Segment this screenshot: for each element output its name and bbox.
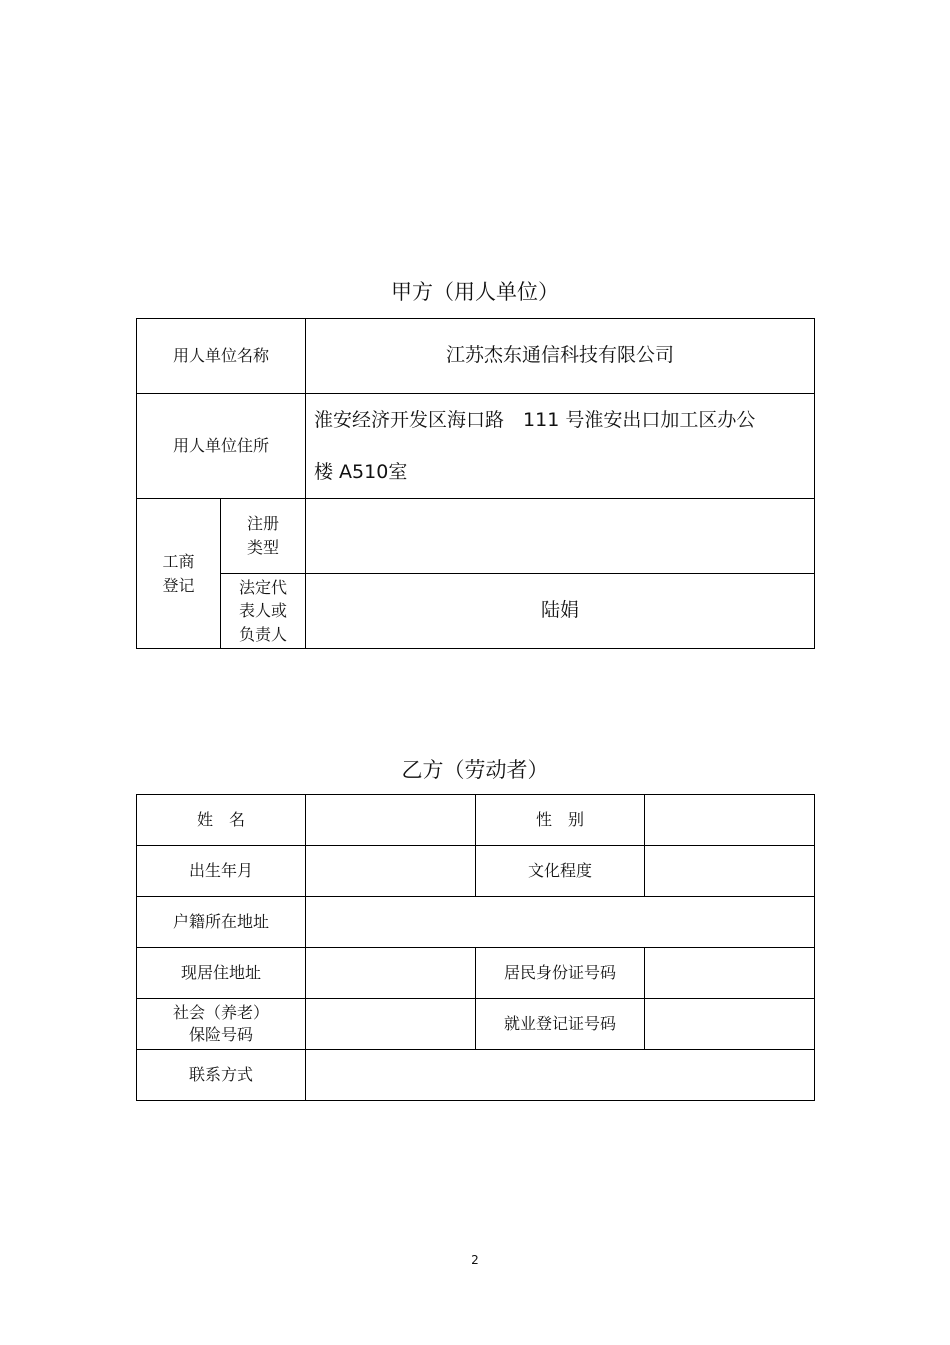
table-row <box>137 574 815 649</box>
legal-representative-value: 陆娟 <box>306 574 815 649</box>
party-b-title: 乙方（劳动者） <box>401 758 549 782</box>
insurance-number-value[interactable] <box>306 999 476 1050</box>
household-address-value[interactable] <box>306 897 815 948</box>
table-row <box>137 897 815 948</box>
birth-label: 出生年月 <box>137 846 306 897</box>
education-value[interactable] <box>645 846 815 897</box>
contact-value[interactable] <box>306 1050 815 1101</box>
address-line-1: 淮安经济开发区海口路 111 号淮安出口加工区办公 <box>314 409 756 431</box>
name-value[interactable] <box>306 795 476 846</box>
gender-label: 性 别 <box>476 795 645 846</box>
id-number-value[interactable] <box>645 948 815 999</box>
table-row <box>137 319 815 394</box>
contact-label: 联系方式 <box>137 1050 306 1101</box>
household-address-label: 户籍所在地址 <box>137 897 306 948</box>
registration-type-label <box>221 499 306 574</box>
insurance-label-line-2: 保险号码 <box>188 1025 253 1044</box>
table-row <box>137 795 815 846</box>
education-label: 文化程度 <box>476 846 645 897</box>
legal-rep-label-line-2: 表人或 <box>239 601 288 621</box>
employment-number-label: 就业登记证号码 <box>476 999 645 1050</box>
insurance-number-label <box>137 999 306 1050</box>
address-line-2: 楼 A510室 <box>314 461 408 483</box>
residence-address-value[interactable] <box>306 948 476 999</box>
business-registration-label <box>137 499 221 649</box>
table-row <box>137 499 815 574</box>
table-row <box>137 999 815 1050</box>
table-row <box>137 1050 815 1101</box>
company-address-label: 用人单位住所 <box>137 394 306 499</box>
birth-value[interactable] <box>306 846 476 897</box>
reg-type-label-line-1: 注册 <box>247 514 280 533</box>
legal-representative-label <box>221 574 306 649</box>
table-row <box>137 948 815 999</box>
legal-rep-label-line-1: 法定代 <box>239 578 288 598</box>
employment-number-value[interactable] <box>645 999 815 1050</box>
residence-address-label: 现居住地址 <box>137 948 306 999</box>
company-name-label: 用人单位名称 <box>137 319 306 394</box>
registration-label-line-2: 登记 <box>162 575 195 595</box>
party-a-table <box>136 318 815 649</box>
party-a-title: 甲方（用人单位） <box>391 280 559 304</box>
registration-type-value[interactable] <box>306 499 815 574</box>
table-row <box>137 846 815 897</box>
name-label: 姓 名 <box>137 795 306 846</box>
id-number-label: 居民身份证号码 <box>476 948 645 999</box>
company-name-value: 江苏杰东通信科技有限公司 <box>306 319 815 394</box>
party-b-table <box>136 794 815 1101</box>
registration-label-line-1: 工商 <box>162 551 195 571</box>
reg-type-label-line-2: 类型 <box>247 538 280 557</box>
table-row <box>137 394 815 499</box>
gender-value[interactable] <box>645 795 815 846</box>
legal-rep-label-line-3: 负责人 <box>239 624 288 644</box>
company-address-value <box>306 394 815 499</box>
insurance-label-line-1: 社会（养老） <box>172 1002 269 1022</box>
page-number: 2 <box>471 1253 479 1267</box>
